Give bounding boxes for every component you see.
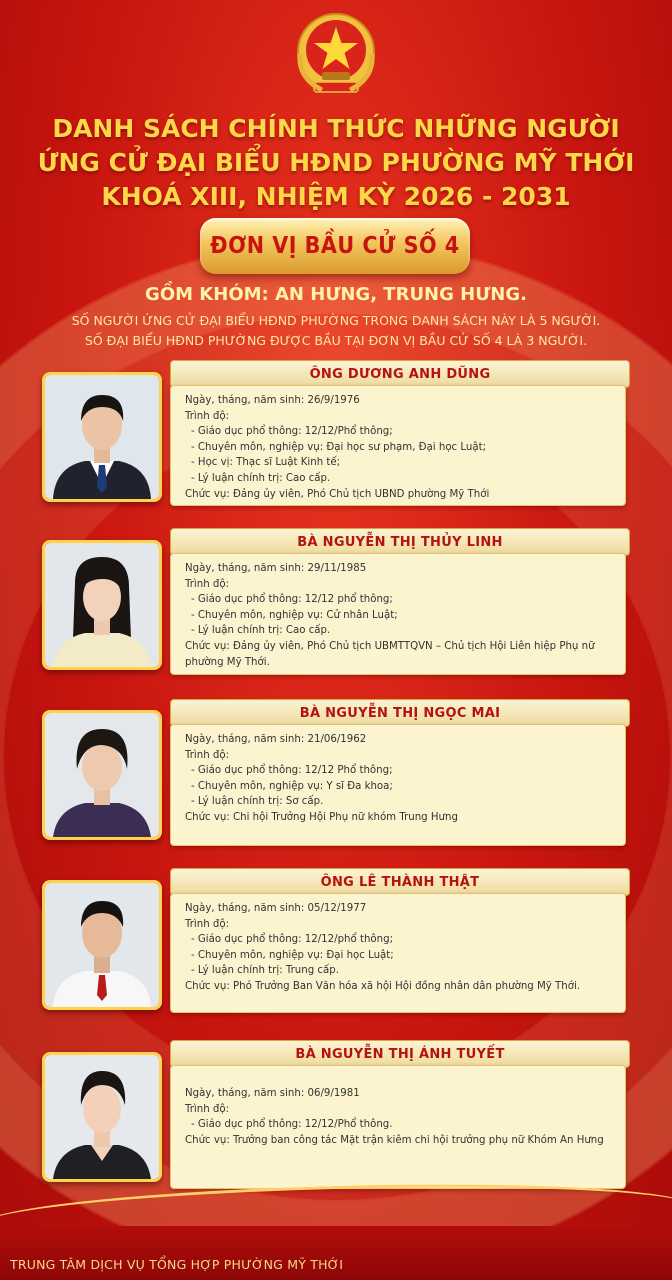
footer-text: TRUNG TÂM DỊCH VỤ TỔNG HỢP PHƯỜNG MỸ THỚI	[10, 1257, 344, 1272]
birth-date: Ngày, tháng, năm sinh: 05/12/1977	[185, 903, 367, 914]
subtitle-khom: GỒM KHÓM: AN HƯNG, TRUNG HƯNG.	[145, 284, 527, 305]
candidate-name: BÀ NGUYỄN THỊ NGỌC MAI	[170, 699, 630, 727]
level-item: - Chuyên môn, nghiệp vụ: Cử nhân Luật;	[191, 609, 398, 621]
title-line-3: KHOÁ XIII, NHIỆM KỲ 2026 - 2031	[101, 182, 571, 211]
level-item: - Chuyên môn, nghiệp vụ: Đại học sư phạm, Đại học Luật;	[191, 441, 487, 453]
level-item: - Chuyên môn, nghiệp vụ: Y sĩ Đa khoa;	[191, 780, 393, 792]
level-item: - Lý luận chính trị: Trung cấp.	[191, 965, 339, 977]
level-item: - Giáo dục phổ thông: 12/12 Phổ thông;	[191, 765, 393, 777]
national-emblem-icon	[292, 12, 380, 98]
birth-date: Ngày, tháng, năm sinh: 06/9/1981	[185, 1088, 360, 1099]
birth-date: Ngày, tháng, năm sinh: 26/9/1976	[185, 395, 360, 406]
level-item: - Chuyên môn, nghiệp vụ: Đại học Luật;	[191, 949, 394, 961]
note-candidates-count: SỐ NGƯỜI ỨNG CỬ ĐẠI BIỂU HĐND PHƯỜNG TRONG DANH SÁCH NÀY LÀ 5 NGƯỜI.	[71, 313, 601, 328]
candidate-info-card	[170, 553, 626, 675]
note-elected-count: SỐ ĐẠI BIỂU HĐND PHƯỜNG ĐƯỢC BẦU TẠI ĐƠN VỊ BẦU CỬ SỐ 4 LÀ 3 NGƯỜI.	[84, 333, 588, 348]
level-item: - Lý luận chính trị: Sơ cấp.	[191, 796, 324, 808]
candidate-name: ÔNG LÊ THÀNH THẬT	[170, 868, 630, 896]
title-line-2: ỨNG CỬ ĐẠI BIỂU HĐND PHƯỜNG MỸ THỚI	[37, 148, 635, 177]
position: Chức vụ: Trưởng ban công tác Mặt trận kiêm chi hội trưởng phụ nữ Khóm An Hưng	[185, 1134, 604, 1146]
candidate-photo	[42, 880, 162, 1010]
level-item: - Học vị: Thạc sĩ Luật Kinh tế;	[191, 457, 341, 469]
candidate-info-card	[170, 1065, 626, 1189]
level-item: - Lý luận chính trị: Cao cấp.	[191, 625, 331, 637]
candidate-info-card	[170, 893, 626, 1013]
position: Chức vụ: Chi hội Trưởng Hội Phụ nữ khóm Trung Hưng	[185, 811, 458, 823]
level-item: - Giáo dục phổ thông: 12/12/Phổ thông.	[191, 1119, 393, 1131]
level-item: - Lý luận chính trị: Cao cấp.	[191, 472, 331, 484]
level-label: Trình độ:	[185, 749, 230, 761]
position: Chức vụ: Đảng ủy viên, Phó Chủ tịch UBMTTQVN – Chủ tịch Hội Liên hiệp Phụ nữ phường Mỹ Thới.	[185, 640, 595, 668]
candidate-name: BÀ NGUYỄN THỊ THỦY LINH	[170, 528, 630, 556]
position: Chức vụ: Đảng ủy viên, Phó Chủ tịch UBND phường Mỹ Thới	[185, 488, 490, 500]
candidate-name: ÔNG DƯƠNG ANH DŨNG	[170, 360, 630, 388]
level-label: Trình độ:	[185, 578, 230, 590]
candidate-photo	[42, 372, 162, 502]
level-label: Trình độ:	[185, 410, 230, 422]
candidate-name: BÀ NGUYỄN THỊ ÁNH TUYẾT	[170, 1040, 630, 1068]
level-item: - Giáo dục phổ thông: 12/12 phổ thông;	[191, 594, 393, 606]
birth-date: Ngày, tháng, năm sinh: 29/11/1985	[185, 563, 367, 574]
level-label: Trình độ:	[185, 1103, 230, 1115]
candidate-info-card	[170, 724, 626, 846]
electoral-unit-badge: ĐƠN VỊ BẦU CỬ SỐ 4	[200, 218, 470, 274]
candidate-info-card	[170, 385, 626, 506]
level-item: - Giáo dục phổ thông: 12/12/phổ thông;	[191, 934, 394, 946]
page-title	[0, 112, 672, 214]
position: Chức vụ: Phó Trưởng Ban Văn hóa xã hội Hội đồng nhân dân phường Mỹ Thới.	[185, 980, 581, 992]
candidate-photo	[42, 1052, 162, 1182]
birth-date: Ngày, tháng, năm sinh: 21/06/1962	[185, 734, 367, 745]
title-line-1: DANH SÁCH CHÍNH THỨC NHỮNG NGƯỜI	[52, 114, 620, 143]
level-label: Trình độ:	[185, 918, 230, 930]
candidate-photo	[42, 710, 162, 840]
level-item: - Giáo dục phổ thông: 12/12/Phổ thông;	[191, 426, 393, 438]
candidate-photo	[42, 540, 162, 670]
